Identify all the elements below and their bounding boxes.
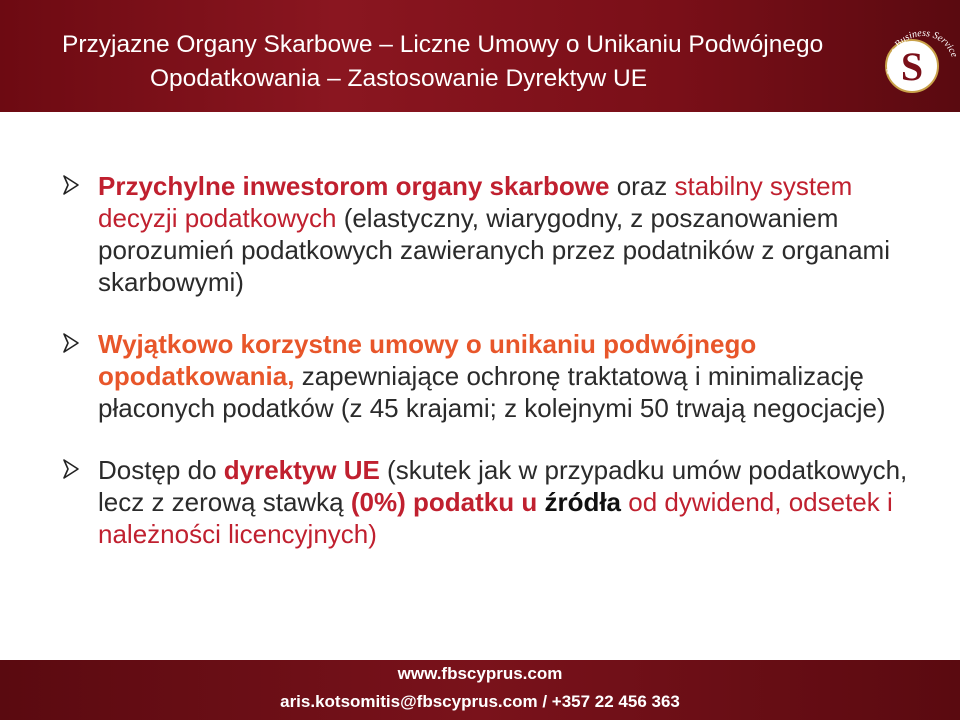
- bullet-list: [62, 170, 932, 550]
- logo-text: Focus Business Service: [884, 27, 960, 76]
- arrow-bullet-icon: [62, 332, 80, 354]
- bullet-text-segment: Dostęp do: [98, 455, 224, 485]
- bullet-text-segment: zapewniające ochronę traktatową i minimalizację płaconych podatków (z 45 krajami; z kolejnymi 50 trwają negocjacje): [98, 361, 886, 423]
- bullet-text-segment: (skutek jak w przypadku umów podatkowych, lecz z zerową stawką: [98, 455, 908, 517]
- footer-contact: aris.kotsomitis@fbscyprus.com / +357 22 456 363: [280, 692, 680, 711]
- bullet-text-segment: źródła: [544, 487, 622, 517]
- title-line-1: Przyjazne Organy Skarbowe – Liczne Umowy o Unikaniu Podwójnego: [62, 31, 824, 58]
- bullet-text-segment: oraz: [609, 171, 675, 201]
- bullet-text-segment: Przychylne inwestorom organy skarbowe: [98, 171, 610, 201]
- slide-title: [62, 28, 882, 96]
- header-band: [0, 0, 960, 112]
- footer-band: [0, 660, 960, 720]
- bullet-text-segment: Wyjątkowo korzystne umowy o unikaniu podwójnego opodatkowania,: [98, 329, 757, 391]
- bullet-text-segment: od dywidend, odsetek i należności licencyjnych): [98, 487, 893, 549]
- logo-mark: S: [900, 44, 924, 89]
- arrow-bullet-icon: [62, 174, 80, 196]
- bullet-text-segment: stabilny system decyzji podatkowych: [98, 171, 853, 233]
- bullet-text-segment: dyrektyw UE: [223, 455, 380, 485]
- bullet-item: [62, 328, 932, 424]
- bullet-item: [62, 170, 932, 298]
- bullet-text-segment: (elastyczny, wiarygodny, z poszanowaniem porozumień podatkowych zawieranych przez podatników z organami skarbowymi): [98, 203, 890, 297]
- bullet-text-segment: (0%) podatku u: [350, 487, 538, 517]
- company-logo: [882, 14, 960, 106]
- arrow-bullet-icon: [62, 458, 80, 480]
- footer-website: www.fbscyprus.com: [397, 664, 563, 683]
- title-line-2: Opodatkowania – Zastosowanie Dyrektyw UE: [150, 65, 648, 92]
- bullet-item: [62, 454, 932, 550]
